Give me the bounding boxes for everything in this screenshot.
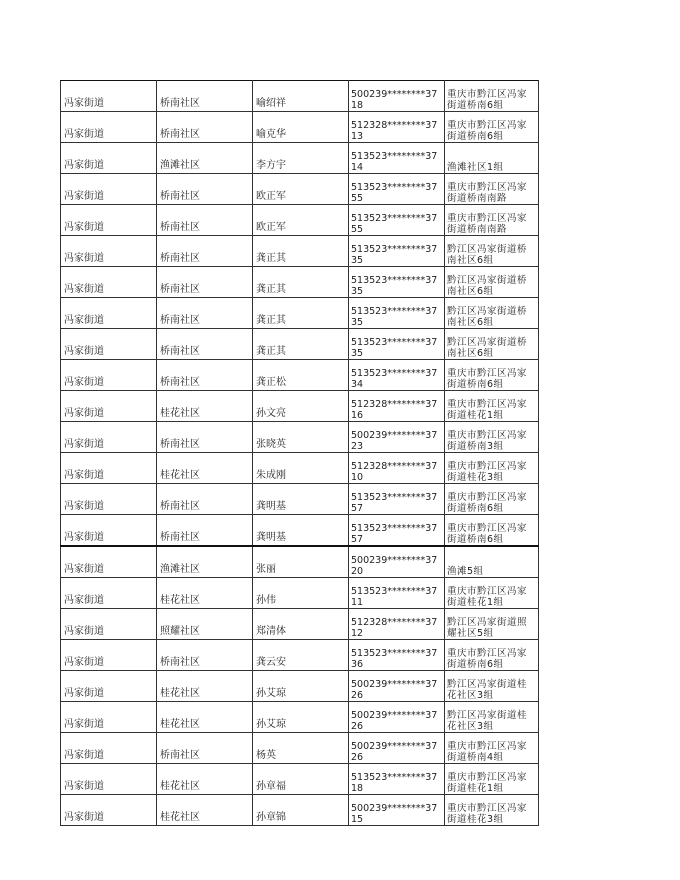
table-row (61, 112, 539, 143)
street-cell: 冯家街道 (61, 143, 157, 174)
id-number-cell: 513523********3735 (349, 298, 445, 329)
name-cell: 龚正其 (253, 267, 349, 298)
id-number-cell: 513523********3757 (349, 484, 445, 515)
street-cell: 冯家街道 (61, 515, 157, 547)
name-cell: 张晓英 (253, 422, 349, 453)
record-table (60, 80, 539, 826)
name-cell: 张丽 (253, 546, 349, 578)
table-row (61, 764, 539, 795)
address-cell: 重庆市黔江区冯家街道桥南6组 (445, 81, 539, 112)
name-cell: 龚正其 (253, 329, 349, 360)
community-cell: 照耀社区 (157, 609, 253, 640)
table-row (61, 453, 539, 484)
street-cell: 冯家街道 (61, 640, 157, 671)
address-cell: 重庆市黔江区冯家街道桥南4组 (445, 733, 539, 764)
id-number-cell: 500239********3726 (349, 733, 445, 764)
name-cell: 孙艾琼 (253, 702, 349, 733)
id-number-cell: 513523********3718 (349, 764, 445, 795)
table-row (61, 422, 539, 453)
name-cell: 孙伟 (253, 578, 349, 609)
table-row (61, 702, 539, 733)
table-row (61, 671, 539, 702)
table-row (61, 329, 539, 360)
community-cell: 桥南社区 (157, 81, 253, 112)
id-number-cell: 512328********3713 (349, 112, 445, 143)
community-cell: 桂花社区 (157, 795, 253, 826)
id-number-cell: 513523********3755 (349, 174, 445, 205)
community-cell: 桥南社区 (157, 484, 253, 515)
id-number-cell: 513523********3735 (349, 329, 445, 360)
address-cell: 重庆市黔江区冯家街道桂花3组 (445, 453, 539, 484)
street-cell: 冯家街道 (61, 578, 157, 609)
community-cell: 桥南社区 (157, 174, 253, 205)
address-cell: 渔滩社区1组 (445, 143, 539, 174)
table-row (61, 795, 539, 826)
address-cell: 重庆市黔江区冯家街道桥南3组 (445, 422, 539, 453)
community-cell: 桂花社区 (157, 578, 253, 609)
table-row (61, 236, 539, 267)
community-cell: 桂花社区 (157, 391, 253, 422)
address-cell: 重庆市黔江区冯家街道桥南6组 (445, 515, 539, 547)
table-row (61, 609, 539, 640)
address-cell: 黔江区冯家街道桂花社区3组 (445, 671, 539, 702)
id-number-cell: 513523********3755 (349, 205, 445, 236)
street-cell: 冯家街道 (61, 546, 157, 578)
street-cell: 冯家街道 (61, 795, 157, 826)
name-cell: 李方宇 (253, 143, 349, 174)
id-number-cell: 500239********3723 (349, 422, 445, 453)
id-number-cell: 500239********3720 (349, 546, 445, 578)
community-cell: 渔滩社区 (157, 546, 253, 578)
id-number-cell: 513523********3734 (349, 360, 445, 391)
street-cell: 冯家街道 (61, 174, 157, 205)
address-cell: 黔江区冯家街道桥南社区6组 (445, 267, 539, 298)
table-row (61, 81, 539, 112)
community-cell: 桥南社区 (157, 205, 253, 236)
name-cell: 孙章锦 (253, 795, 349, 826)
address-cell: 黔江区冯家街道照耀社区5组 (445, 609, 539, 640)
id-number-cell: 513523********3736 (349, 640, 445, 671)
street-cell: 冯家街道 (61, 112, 157, 143)
name-cell: 欧正军 (253, 174, 349, 205)
id-number-cell: 512328********3712 (349, 609, 445, 640)
id-number-cell: 512328********3710 (349, 453, 445, 484)
table-row (61, 298, 539, 329)
street-cell: 冯家街道 (61, 267, 157, 298)
community-cell: 桥南社区 (157, 329, 253, 360)
address-cell: 渔滩5组 (445, 546, 539, 578)
street-cell: 冯家街道 (61, 671, 157, 702)
street-cell: 冯家街道 (61, 205, 157, 236)
community-cell: 桥南社区 (157, 112, 253, 143)
address-cell: 重庆市黔江区冯家街道桥南6组 (445, 360, 539, 391)
community-cell: 桥南社区 (157, 640, 253, 671)
street-cell: 冯家街道 (61, 484, 157, 515)
address-cell: 重庆市黔江区冯家街道桥南6组 (445, 112, 539, 143)
address-cell: 黔江区冯家街道桥南社区6组 (445, 329, 539, 360)
name-cell: 龚正松 (253, 360, 349, 391)
address-cell: 重庆市黔江区冯家街道桂花3组 (445, 795, 539, 826)
id-number-cell: 500239********3718 (349, 81, 445, 112)
address-cell: 重庆市黔江区冯家街道桥南南路 (445, 205, 539, 236)
community-cell: 桂花社区 (157, 764, 253, 795)
table-row (61, 546, 539, 578)
table-row (61, 640, 539, 671)
community-cell: 桥南社区 (157, 733, 253, 764)
id-number-cell: 513523********3735 (349, 236, 445, 267)
address-cell: 重庆市黔江区冯家街道桥南南路 (445, 174, 539, 205)
table-row (61, 484, 539, 515)
name-cell: 朱成刚 (253, 453, 349, 484)
name-cell: 喻绍祥 (253, 81, 349, 112)
name-cell: 欧正军 (253, 205, 349, 236)
address-cell: 重庆市黔江区冯家街道桥南6组 (445, 640, 539, 671)
name-cell: 孙艾琼 (253, 671, 349, 702)
name-cell: 杨英 (253, 733, 349, 764)
id-number-cell: 500239********3726 (349, 671, 445, 702)
street-cell: 冯家街道 (61, 236, 157, 267)
name-cell: 龚正其 (253, 298, 349, 329)
table-row (61, 174, 539, 205)
community-cell: 桥南社区 (157, 515, 253, 547)
table-row (61, 143, 539, 174)
name-cell: 郑清体 (253, 609, 349, 640)
address-cell: 重庆市黔江区冯家街道桥南6组 (445, 484, 539, 515)
community-cell: 桂花社区 (157, 671, 253, 702)
name-cell: 孙文亮 (253, 391, 349, 422)
street-cell: 冯家街道 (61, 764, 157, 795)
address-cell: 黔江区冯家街道桥南社区6组 (445, 298, 539, 329)
name-cell: 龚云安 (253, 640, 349, 671)
address-cell: 黔江区冯家街道桂花社区3组 (445, 702, 539, 733)
street-cell: 冯家街道 (61, 422, 157, 453)
table-row (61, 360, 539, 391)
id-number-cell: 512328********3716 (349, 391, 445, 422)
community-cell: 桂花社区 (157, 702, 253, 733)
community-cell: 桥南社区 (157, 236, 253, 267)
name-cell: 龚正其 (253, 236, 349, 267)
community-cell: 桥南社区 (157, 298, 253, 329)
community-cell: 桥南社区 (157, 422, 253, 453)
name-cell: 龚明基 (253, 515, 349, 547)
table-row (61, 267, 539, 298)
id-number-cell: 513523********3757 (349, 515, 445, 547)
id-number-cell: 513523********3711 (349, 578, 445, 609)
address-cell: 重庆市黔江区冯家街道桂花1组 (445, 578, 539, 609)
name-cell: 龚明基 (253, 484, 349, 515)
name-cell: 孙章福 (253, 764, 349, 795)
street-cell: 冯家街道 (61, 298, 157, 329)
address-cell: 重庆市黔江区冯家街道桂花1组 (445, 764, 539, 795)
id-number-cell: 513523********3714 (349, 143, 445, 174)
street-cell: 冯家街道 (61, 329, 157, 360)
id-number-cell: 513523********3735 (349, 267, 445, 298)
street-cell: 冯家街道 (61, 609, 157, 640)
street-cell: 冯家街道 (61, 360, 157, 391)
name-cell: 喻克华 (253, 112, 349, 143)
table-row (61, 515, 539, 547)
id-number-cell: 500239********3726 (349, 702, 445, 733)
street-cell: 冯家街道 (61, 453, 157, 484)
community-cell: 桥南社区 (157, 267, 253, 298)
community-cell: 桥南社区 (157, 360, 253, 391)
street-cell: 冯家街道 (61, 81, 157, 112)
table-row (61, 391, 539, 422)
address-cell: 黔江区冯家街道桥南社区6组 (445, 236, 539, 267)
id-number-cell: 500239********3715 (349, 795, 445, 826)
street-cell: 冯家街道 (61, 733, 157, 764)
address-cell: 重庆市黔江区冯家街道桂花1组 (445, 391, 539, 422)
table-row (61, 733, 539, 764)
community-cell: 渔滩社区 (157, 143, 253, 174)
table-row (61, 205, 539, 236)
street-cell: 冯家街道 (61, 391, 157, 422)
community-cell: 桂花社区 (157, 453, 253, 484)
street-cell: 冯家街道 (61, 702, 157, 733)
table-row (61, 578, 539, 609)
